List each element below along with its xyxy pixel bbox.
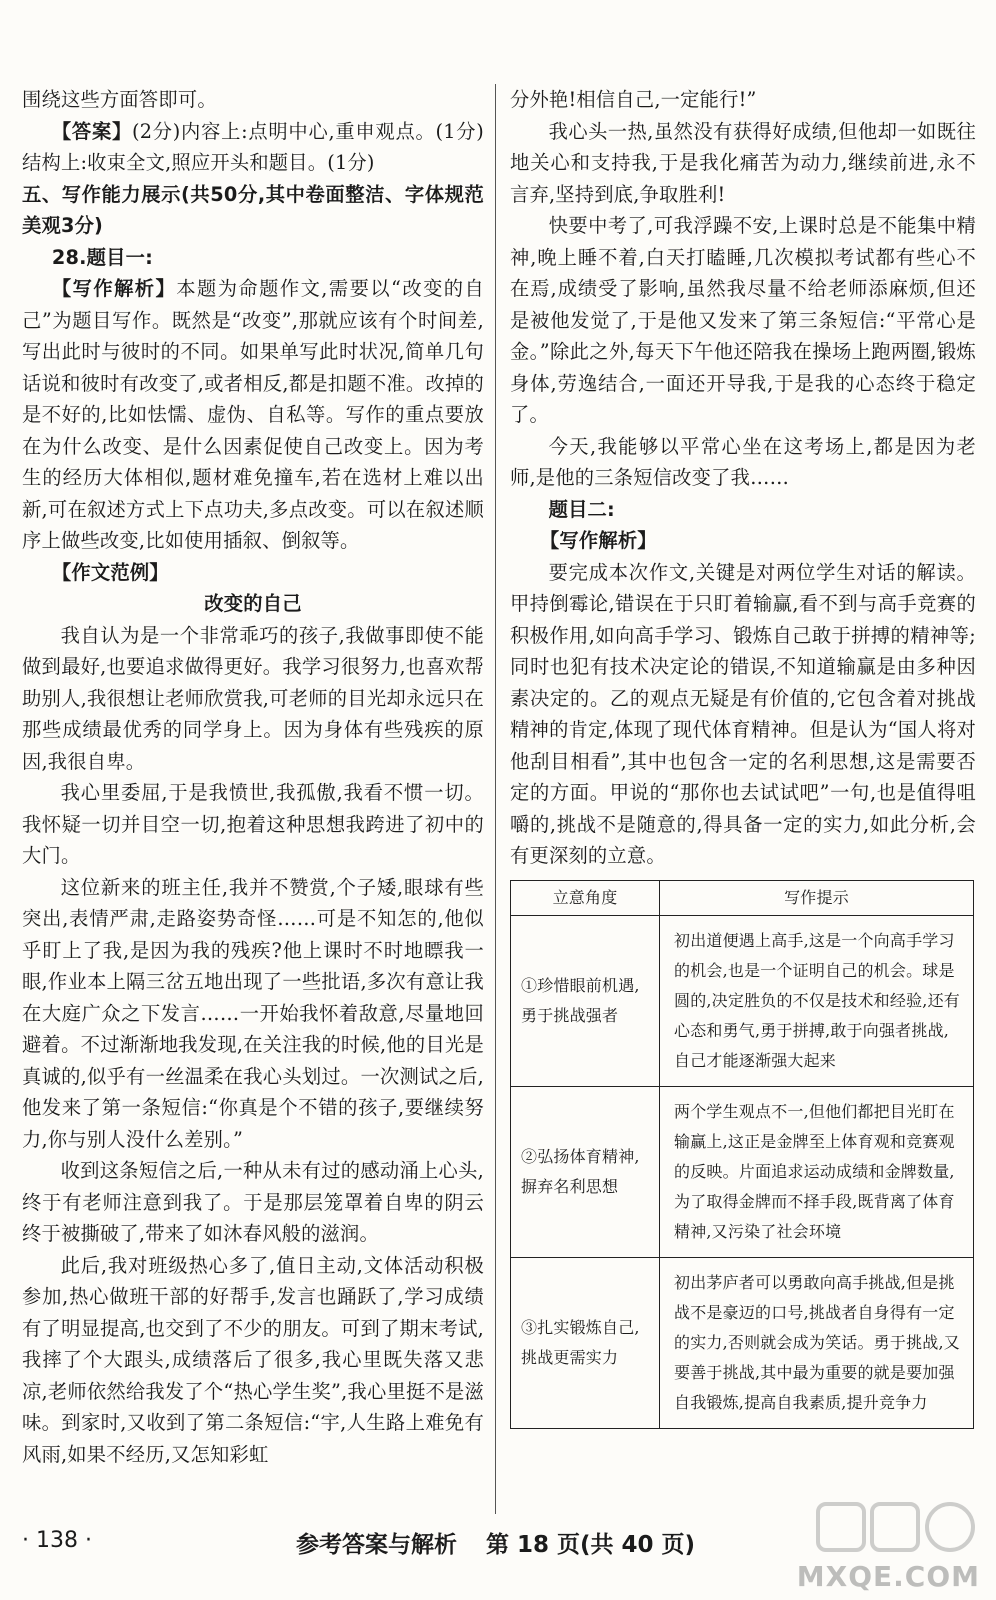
essay-paragraph: 快要中考了,可我浮躁不安,上课时总是不能集中精神,晚上睡不着,白天打瞌睡,几次模拟考试都有些心不在焉,成绩受了影响,虽然我尽量不给老师添麻烦,但还是被他发觉了,于是他又发来了第三条短信:“平常心是金。”除此之外,每天下午他还陪我在操场上跑两圈,锻炼身体,劳逸结合,一面还开导我,于是我的心态终于稳定了。 (510, 214, 976, 426)
analysis-label: 【写作解析】 (51, 277, 177, 300)
analysis-text: 本题为命题作文,需要以“改变的自己”为题目写作。既然是“改变”,那就应该有个时间差,写出此时与彼时的不同。如果单写此时状况,简单几句话说和彼时有改变了,或者相反,都是扣题不准。改掉的是不好的,比如怯懦、虚伪、自私等。写作的重点要放在为什么改变、是什么因素促使自己改变上。因为考生的经历大体相似,题材难免撞车,若在选材上难以出新,可在叙述方式上下点功夫,多点改变。可以在叙述顺序上做些改变,比如使用插叙、倒叙等。 (22, 277, 484, 552)
tip-cell: 两个学生观点不一,但他们都把目光盯在输赢上,这正是金牌至上体育观和竞赛观的反映。片面追求运动成绩和金牌数量,为了取得金牌而不择手段,既背离了体育精神,又污染了社会环境 (660, 1086, 974, 1257)
table-row (511, 1086, 974, 1257)
essay-paragraph: 今天,我能够以平常心坐在这考场上,都是因为老师,是他的三条短信改变了我…… (510, 434, 976, 489)
angle-cell: ③扎实锻炼自己,挑战更需实力 (511, 1257, 660, 1428)
section-heading: 五、写作能力展示(共50分,其中卷面整洁、字体规范美观3分) (22, 182, 484, 237)
writing-hints-table (510, 880, 974, 1429)
topic-heading: 题目二: (548, 497, 615, 521)
example-label: 【作文范例】 (51, 560, 169, 584)
angle-cell: ②弘扬体育精神,摒弃名利思想 (511, 1086, 660, 1257)
essay-title: 改变的自己 (204, 592, 302, 615)
footer-title: 参考答案与解析 (296, 1532, 457, 1558)
table-row (511, 1257, 974, 1428)
answer-paragraph (22, 116, 484, 179)
essay-paragraph: 这位新来的班主任,我并不赞赏,个子矮,眼球有些突出,表情严肃,走路姿势奇怪……可是不知怎的,他似乎盯上了我,是因为我的残疾?他上课时不时地瞟我一眼,作业本上隔三岔五地出现了一些批语,多次有意让我在大庭广众之下发言……一开始我怀着敌意,尽量地回避着。不过渐渐地我发现,在关注我的时候,他的目光是真诚的,似乎有一丝温柔在我心头划过。一次测试之后,他发来了第一条短信:“你真是个不错的孩子,要继续努力,你与别人没什么差别。” (22, 875, 484, 1151)
question-number: 28.题目一: (51, 245, 154, 269)
table-header-row (511, 880, 974, 915)
answer-label: 【答案】 (51, 119, 133, 143)
table-row (511, 915, 974, 1086)
angle-cell: ①珍惜眼前机遇,勇于挑战强者 (511, 915, 660, 1086)
analysis-text: 要完成本次作文,关键是对两位学生对话的解读。甲持倒霉论,错误在于只盯着输赢,看不到与高手竞赛的积极作用,如向高手学习、锻炼自己敢于拼搏的精神等;同时也犯有技术决定论的错误,不知道输赢是由多种因素决定的。乙的观点无疑是有价值的,它包含着对挑战精神的肯定,体现了现代体育精神。但是认为“国人将对他刮目相看”,其中也包含一定的名利思想,这是需要否定的方面。甲说的“那你也去试试吧”一句,也是值得咀嚼的,挑战不是随意的,得具备一定的实力,如此分析,会有更深刻的立意。 (510, 560, 976, 867)
tip-cell: 初出道便遇上高手,这是一个向高手学习的机会,也是一个证明自己的机会。球是圆的,决定胜负的不仅是技术和经验,还有心态和勇气,勇于拼搏,敢于向强者挑战,自己才能逐渐强大起来 (660, 915, 974, 1086)
text-paragraph: 围绕这些方面答即可。 (22, 88, 217, 111)
table-header: 立意角度 (511, 880, 660, 915)
analysis-paragraph (22, 273, 484, 557)
essay-paragraph: 我自认为是一个非常乖巧的孩子,我做事即使不能做到最好,也要追求做得更好。我学习很努力,也喜欢帮助别人,我很想让老师欣赏我,可老师的目光却永远只在那些成绩最优秀的同学身上。因为身体有些残疾的原因,我很自卑。 (22, 623, 484, 773)
essay-paragraph: 我心里委屈,于是我愤世,我孤傲,我看不惯一切。我怀疑一切并目空一切,抱着这种思想我跨进了初中的大门。 (22, 781, 484, 867)
footer-page-info: 第 18 页(共 40 页) (486, 1532, 696, 1558)
watermark-text: MXQE.COM (796, 1560, 980, 1593)
left-column (22, 84, 484, 1470)
essay-paragraph: 收到这条短信之后,一种从未有过的感动涌上心头,终于有老师注意到我了。于是那层笼罩着自卑的阴云终于被撕破了,带来了如沐春风般的滋润。 (22, 1159, 484, 1245)
tip-cell: 初出茅庐者可以勇敢向高手挑战,但是挑战不是豪迈的口号,挑战者自身得有一定的实力,否则就会成为笑话。勇于挑战,又要善于挑战,其中最为重要的就是要加强自我锻炼,提高自我素质,提升竞争力 (660, 1257, 974, 1428)
page-number: · 138 · (22, 1528, 92, 1553)
table-header: 写作提示 (660, 880, 974, 915)
column-divider (495, 84, 496, 1514)
essay-paragraph: 此后,我对班级热心多了,值日主动,文体活动积极参加,热心做班干部的好帮手,发言也踊跃了,学习成绩有了明显提高,也交到了不少的朋友。可到了期末考试,我摔了个大跟头,成绩落后了很多,我心里既失落又悲凉,老师依然给我发了个“热心学生奖”,我心里挺不是滋味。到家时,又收到了第二条短信:“宇,人生路上难免有风雨,如果不经历,又怎知彩虹 (22, 1253, 484, 1466)
right-column (510, 84, 976, 1429)
answer-text: (2分)内容上:点明中心,重申观点。(1分)结构上:收束全文,照应开头和题目。(1分) (22, 119, 484, 174)
essay-paragraph: 我心头一热,虽然没有获得好成绩,但他却一如既往地关心和支持我,于是我化痛苦为动力,继续前进,永不言弃,坚持到底,争取胜利! (510, 119, 976, 206)
essay-paragraph: 分外艳!相信自己,一定能行!” (510, 88, 757, 111)
analysis-label: 【写作解析】 (539, 529, 657, 552)
